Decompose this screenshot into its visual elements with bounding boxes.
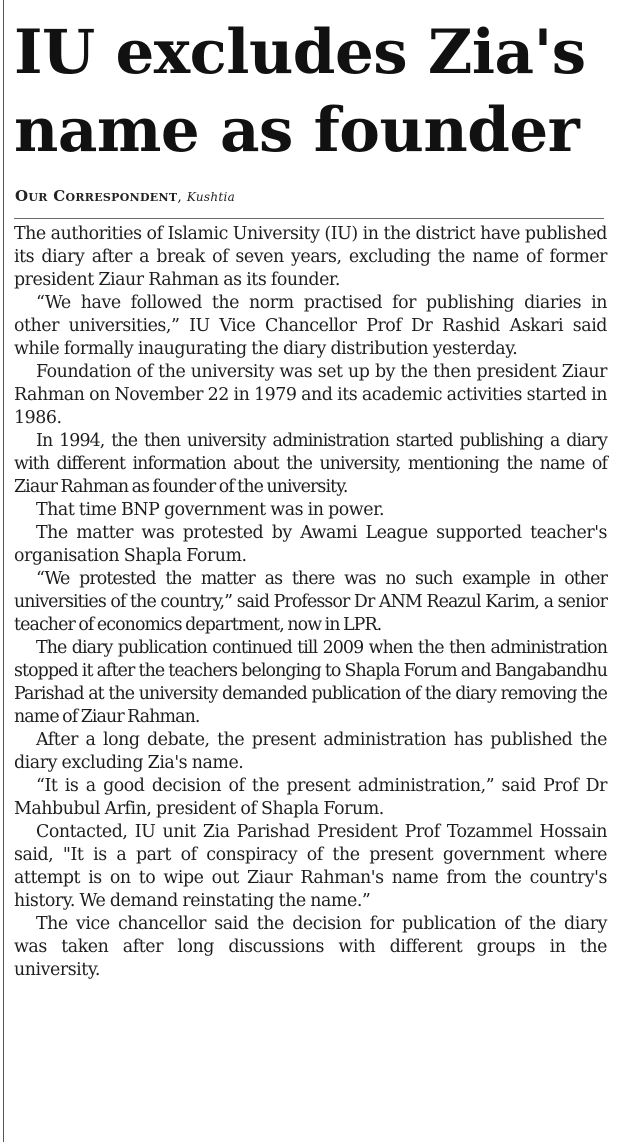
headline: IU excludes Zia's name as founder	[14, 17, 586, 166]
article-paragraph: “We protested the matter as there was no such example in other universities of the country,” said Professor Dr ANM Reazul Karim, a senior teacher of economics department, now in LPR.	[14, 569, 607, 635]
article-paragraph: In 1994, the then university administration started publishing a diary with different information about the university, mentioning the name of Ziaur Rahman as founder of the university.	[14, 431, 607, 497]
article-paragraph: “We have followed the norm practised for publishing diaries in other universities,” IU Vice Chancellor Prof Dr Rashid Askari said while formally inaugurating the diary distribution yesterday.	[14, 293, 607, 359]
column-rule	[3, 0, 4, 1142]
article-paragraph: That time BNP government was in power.	[36, 500, 385, 520]
byline-divider	[14, 218, 604, 219]
article-paragraph: Foundation of the university was set up by the then president Ziaur Rahman on November 22 in 1979 and its academic activities started in 1986.	[14, 362, 607, 428]
byline	[15, 187, 235, 205]
byline-author: Our Correspondent	[15, 187, 178, 205]
article-paragraph: “It is a good decision of the present administration,” said Prof Dr Mahbubul Arfin, president of Shapla Forum.	[14, 776, 607, 819]
article-paragraph: The matter was protested by Awami League supported teacher's organisation Shapla Forum.	[14, 523, 607, 566]
article-paragraph: The authorities of Islamic University (IU) in the district have published its diary after a break of seven years, excluding the name of former president Ziaur Rahman as its founder.	[14, 224, 607, 290]
article-paragraph: Contacted, IU unit Zia Parishad President Prof Tozammel Hossain said, "It is a part of conspiracy of the present government where attempt is on to wipe out Ziaur Rahman's name from the country's history. We demand reinstating the name.”	[14, 822, 607, 911]
byline-location: Kushtia	[186, 190, 236, 204]
byline-separator: ,	[177, 189, 183, 205]
article-paragraph: The diary publication continued till 2009 when the then administration stopped it after the teachers belonging to Shapla Forum and Bangabandhu Parishad at the university demanded publication of the diary removing the name of Ziaur Rahman.	[14, 638, 607, 727]
article-paragraph: The vice chancellor said the decision for publication of the diary was taken after long discussions with different groups in the university.	[14, 914, 607, 980]
article-body	[14, 223, 607, 982]
article-paragraph: After a long debate, the present administration has published the diary excluding Zia's name.	[14, 730, 607, 773]
